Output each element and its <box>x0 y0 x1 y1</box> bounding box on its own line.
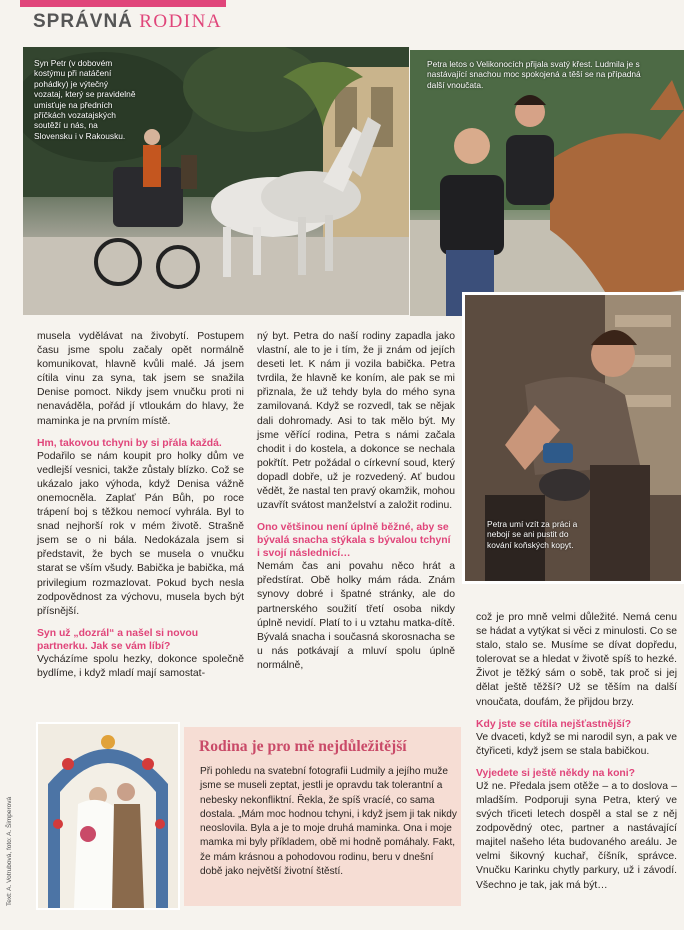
photo-wedding <box>36 722 180 910</box>
paragraph: musela vydělávat na živobytí. Postupem času jsme spolu začaly opět normálně komunikovat, hlavně kvůli malé. Já jsem cítila vinu za syna, tak jsem se snažila Denise pomoct. Nikdy jsem vnučku proti ni nenaváděla, pořád jí vtloukám do hlavy, že maminka je na prvním místě. <box>37 331 244 427</box>
article-column-2 <box>257 330 455 673</box>
photo-credit: Text: A. Votrubová, foto: A. Šimperová <box>6 796 13 906</box>
header-accent-bar <box>20 0 226 7</box>
paragraph: Ve dvaceti, když se mi narodil syn, a pak ve čtyřiceti, když jsem se stala babičkou. <box>476 731 677 757</box>
quote-box <box>184 727 461 906</box>
article-column-1 <box>37 330 244 681</box>
interview-question: Vyjedete si ještě někdy na koni? <box>476 767 635 779</box>
paragraph: Vycházíme spolu hezky, dokonce společně bydlíme, i když mladí mají samostat- <box>37 653 244 679</box>
interview-question: Kdy jste se cítila nejšťastnější? <box>476 718 632 730</box>
paragraph: ný byt. Petra do naší rodiny zapadla jako vlastní, ale to je i tím, že ji znám od jejích deseti let. K nám ji vozila babička. Petra tvrdila, že hlavně ke koním, ale pak se mi přiznala, že už tehdy byla do mého syna zamilovaná. Když se rozvedl, tak se nějak dali dohromady. Asi to tak mělo být. My jsme věřící rodina, Petra s námi začala chodit i do kostela, a dokonce se nechala pokřtít. Petr požádal o církevní soud, který dopadl dobře, už je rozvedený. Ať budou vědět, že nastal ten pravý okamžik, mohou uzavřít svátost manželství a založit rodinu. <box>257 331 455 512</box>
photo-caption: Petra umí vzít za práci a nebojí se ani pustit do kování koňských kopyt. <box>487 519 578 550</box>
paragraph: Nemám čas ani povahu něco hrát a předstírat. Obě holky mám ráda. Znám synovy dobré i špatné stránky, ale do partnerského soužití třetí osoba nikdy úplně nevidí. Platí to i u vztahu matka-dítě. Bývalá snacha i současná skorosnacha se u nás potkávají a mluví spolu úplně normálně, <box>257 561 455 671</box>
section-header-word2: RODINA <box>139 11 223 32</box>
photo-caption: Petra letos o Velikonocích přijala svatý křest. Ludmila je s nastávající snachou moc spokojená a těší se na případná další vnoučata. <box>427 59 641 90</box>
section-header-word1: SPRÁVNÁ <box>33 11 133 32</box>
interview-question: Syn už „dozrál“ a našel si novou partnerku. Jak se vám líbí? <box>37 627 199 652</box>
paragraph: Podařilo se nám koupit pro holky dům ve vedlejší vesnici, takže zůstaly blízko. Což se ukázalo jako výhoda, když Denisa vážně onemocněla. Zaplať Pán Bůh, po roce trápení boj s těžkou nemocí vyhrála. Byl to snad nejhorší rok v mém životě. Strašně jsem se o ni bála. Nedokázala jsem si představit, že bych se musela o vnučku starat se vším všudy. Babička je babička, má privilegium rozmazlovat. Pokud bych nesla zodpovědnost za výchovu, musela bych být přísnější. <box>37 450 244 617</box>
quote-title: Rodina je pro mě nejdůležitější <box>199 738 407 755</box>
interview-question: Hm, takovou tchyni by si přála každá. <box>37 437 222 449</box>
paragraph: Už ne. Předala jsem otěže – a to doslova – mladším. Podporuji syna Petra, který ve svých třiceti letech dospěl a stal se z něj zodpovědný otec, partner a nastávající majitel našeho léta budovaného areálu. Je velmi šikovný kuchař, číšník, správce. Vnučku Karinku chytly parkury, už i závodí. Všechno je tak, jak má být… <box>476 780 677 891</box>
wedding-illustration <box>38 724 178 908</box>
article-column-3 <box>476 611 677 893</box>
section-header <box>33 11 222 33</box>
paragraph: což je pro mně velmi důležité. Nemá cenu se hádat a vytýkat si věci z minulosti. Co se stalo, stalo se. Musíme se dívat dopředu, tolerovat se a hledat v životě spíš to hezké. Život je těžký sám o sobě, tak proč si jej dělat ještě těžší? Už se těším na další vnoučata, doufám, že přijdou brzy. <box>476 612 677 708</box>
quote-text: Při pohledu na svatební fotografii Ludmily a jejího muže jsme se museli zeptat, jestli je opravdu tak tolerantní a nebesky nekonfliktní. Řekla, že spíš vracíé, co sama dostala. „Mám moc hodnou tchyni, i když jsem ji tak nikdy neoslovila. Byla a je to moje druhá maminka. Ona i moje mamka mi byly příkladem, obě mi hodně pomáhaly. Fakt, že mám krásnou a pohodovou rodinu, beru v dnešní době jako největší životní štěstí. <box>200 766 457 878</box>
interview-question: Ono většinou není úplně běžné, aby se bývalá snacha stýkala s bývalou tchyní i svojí následnicí… <box>257 522 451 560</box>
photo-caption: Syn Petr (v dobovém kostýmu při natáčení pohádky) je výtečný vozataj, který se pravidelně umisťuje na předních příčkách vozatajských soutěží u nás, na Slovensku i v Rakousku. <box>34 58 136 141</box>
